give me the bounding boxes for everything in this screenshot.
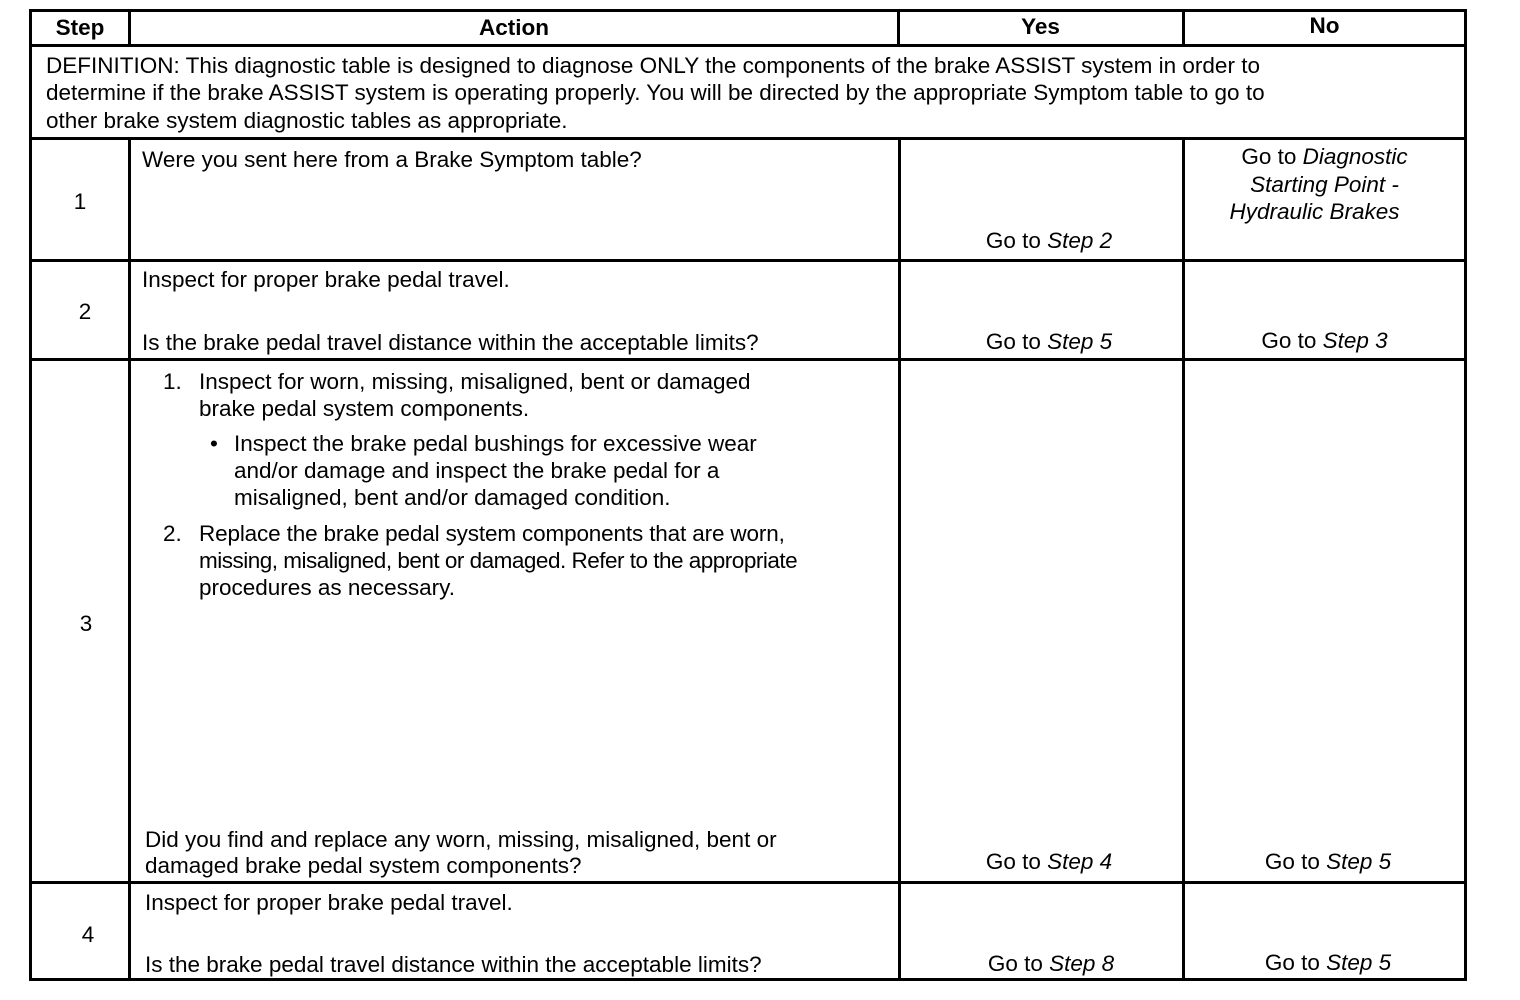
header-action: Action: [479, 15, 549, 40]
bullet-text: misaligned, bent and/or damaged condition.: [234, 485, 671, 510]
list-item-text: Replace the brake pedal system components that are worn,: [199, 521, 785, 546]
step-number: 4: [81, 922, 95, 947]
step-number: 3: [79, 611, 93, 636]
row-divider: [30, 259, 1467, 262]
header-no: No: [1309, 13, 1340, 38]
question-text: damaged brake pedal system components?: [145, 853, 582, 878]
list-item-text: procedures as necessary.: [199, 575, 455, 600]
list-item-text: missing, misaligned, bent or damaged. Refer to the appropriate: [199, 548, 798, 573]
action-text: Inspect for proper brake pedal travel.: [142, 267, 510, 292]
list-item-text: brake pedal system components.: [199, 396, 530, 421]
border-left: [29, 9, 32, 981]
border-bottom: [30, 978, 1467, 981]
header-divider: [30, 44, 1467, 47]
definition-line: DEFINITION: This diagnostic table is designed to diagnose ONLY the components of the brake ASSIST system in order to: [46, 53, 1260, 78]
yes-result: Go to Step 5: [985, 329, 1113, 354]
col-divider: [128, 138, 131, 980]
yes-result: Go to Step 2: [985, 228, 1113, 253]
list-number: 2.: [163, 521, 182, 546]
row-divider: [30, 881, 1467, 884]
definition-line: determine if the brake ASSIST system is operating properly. You will be directed by the appropriate Symptom table to go to: [46, 80, 1265, 105]
action-text: Inspect for proper brake pedal travel.: [145, 890, 513, 915]
no-result: Go to Diagnostic: [1241, 144, 1408, 169]
no-result: Go to Step 3: [1261, 328, 1388, 353]
yes-result: Go to Step 8: [987, 951, 1115, 976]
bullet-text: and/or damage and inspect the brake pedal for a: [234, 458, 720, 483]
no-result-line: Starting Point -: [1250, 172, 1399, 197]
question-text: Did you find and replace any worn, missing, misaligned, bent or: [145, 827, 777, 852]
list-number: 1.: [163, 369, 182, 394]
bullet: •: [210, 431, 218, 456]
list-item-text: Inspect for worn, missing, misaligned, bent or damaged: [199, 369, 751, 394]
header-step: Step: [55, 15, 105, 40]
no-result: Go to Step 5: [1264, 849, 1392, 874]
header-yes: Yes: [1021, 14, 1060, 39]
yes-result: Go to Step 4: [985, 849, 1113, 874]
no-result: Go to Step 5: [1264, 950, 1392, 975]
bullet-text: Inspect the brake pedal bushings for excessive wear: [234, 431, 757, 456]
definition-line: other brake system diagnostic tables as appropriate.: [46, 108, 568, 133]
no-result-line: Hydraulic Brakes: [1229, 199, 1400, 224]
action-text: Were you sent here from a Brake Symptom table?: [142, 147, 642, 172]
question-text: Is the brake pedal travel distance within the acceptable limits?: [142, 330, 759, 355]
definition-divider: [30, 137, 1467, 140]
step-number: 1: [73, 189, 87, 214]
step-number: 2: [78, 299, 92, 324]
row-divider: [30, 358, 1467, 361]
question-text: Is the brake pedal travel distance within the acceptable limits?: [145, 952, 762, 977]
